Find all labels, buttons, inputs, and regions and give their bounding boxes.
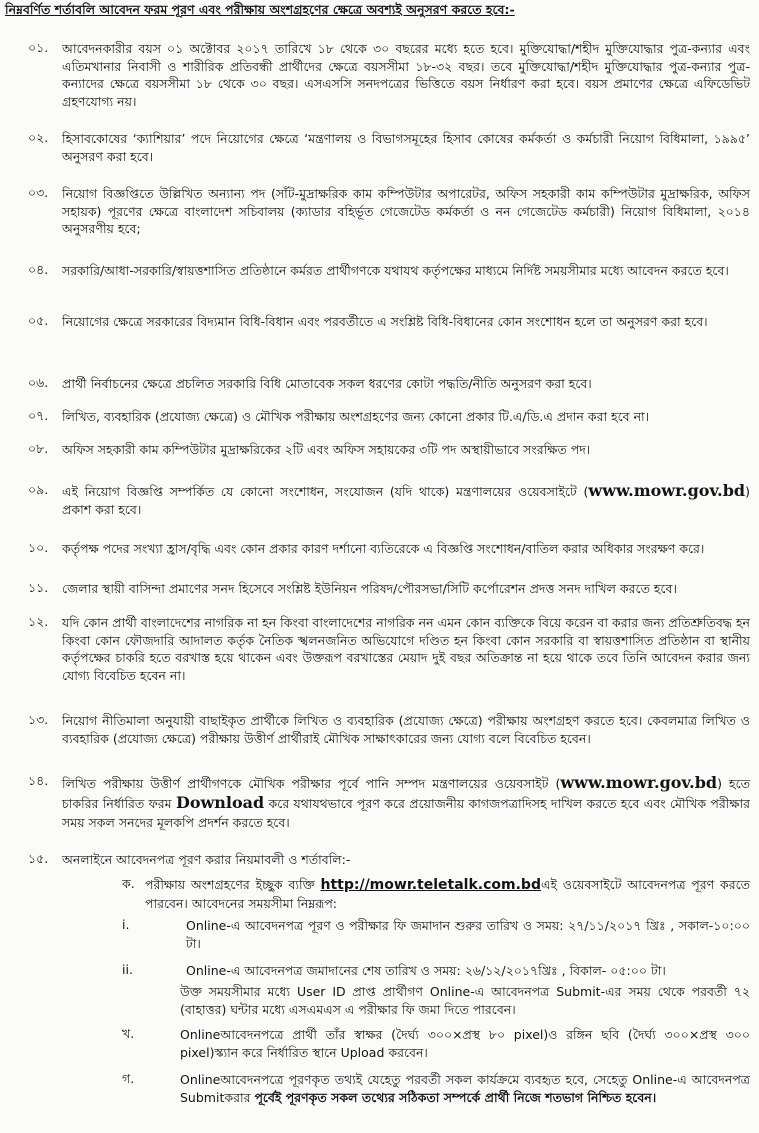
sub-text: Onlineআবেদনপত্রে প্রার্থী তাঁর স্বাক্ষর (দৈর্ঘ্য ৩০০×প্রস্থ ৮০ pixel)ও রঙ্গিন ছবি (দৈর্ঘ্য ৩০০×প্রস্থ ৩০০ pixel)স্ক্যান করে নির্ধারিত স্থানে Upload করবেন। xyxy=(180,1027,750,1060)
item-text: কর্তৃপক্ষ পদের সংখ্যা হ্রাস/বৃদ্ধি এবং কোন প্রকার কারণ দর্শানো ব্যতিরেকে এ বিজ্ঞপ্তি সংশোধন/বাতিল করার অধিকার সংরক্ষণ করে। xyxy=(62,541,705,556)
sub-text: Online-এ আবেদনপত্র পূরণ ও পরীক্ষার ফি জমাদান শুরুর তারিখ ও সময়: ২৭/১১/২০১৭ খ্রিঃ , সকাল-১০:০০ টা। xyxy=(186,918,750,951)
item-text: নিয়োগের ক্ষেত্রে সরকারের বিদ্যমান বিধি-বিধান এবং পরবর্তীতে এ সংশ্লিষ্ট বিধি-বিধানের কোন সংশোধন হলে তা অনুসরণ করা হবে। xyxy=(62,314,708,329)
item-number: ১০. xyxy=(28,540,49,555)
item-number: ০৮. xyxy=(28,441,49,456)
item-text-part: লিখিত পরীক্ষায় উত্তীর্ণ প্রার্থীগণকে মৌখিক পরীক্ষার পূর্বে পানি সম্পদ মন্ত্রণালয়ের ওয়েবসাইট ( xyxy=(62,776,561,791)
item-number: ১৩. xyxy=(28,712,49,727)
item-text: যদি কোন প্রার্থী বাংলাদেশের নাগরিক না হন কিংবা বাংলাদেশের নাগরিক নন এমন কোন ব্যক্তিকে বিয়ে করেন বা করার জন্য প্রতিশ্রুতিবদ্ধ হন কিংবা কোন ফৌজদারি আদালত কর্তৃক নৈতিক স্খলনজনিত অভিযোগে দণ্ডিত হন কিংবা কোন সরকারি বা স্বায়ত্তশাসিত প্রতিষ্ঠান বা স্থানীয় কর্তৃপক্ষের চাকরি হতে বরখাস্ত হয়ে থাকেন এবং উক্তরূপ বরখাস্তের মেয়াদ দুই বছর অতিক্রান্ত না হয়ে থাকে তবে তিনি আবেদন করার জন্য যোগ্য বিবেচিত হবেন না। xyxy=(62,615,750,683)
item-text: লিখিত, ব্যবহারিক (প্রযোজ্য ক্ষেত্রে) ও মৌখিক পরীক্ষায় অংশগ্রহণের জন্য কোনো প্রকার টি.এ/ডি.এ প্রদান করা হবে না। xyxy=(62,409,650,424)
website-link[interactable]: www.mowr.gov.bd xyxy=(560,773,718,792)
item-number: ০৯. xyxy=(28,482,49,497)
item-text: নিয়োগ নীতিমালা অনুযায়ী বাছাইকৃত প্রার্থীকে লিখিত ও ব্যবহারিক (প্রযোজ্য ক্ষেত্রে) পরীক্ষায় অংশগ্রহণ করতে হবে। কেবলমাত্র লিখিত ও ব্যবহারিক (প্রযোজ্য ক্ষেত্রে) পরীক্ষায় উত্তীর্ণ প্রার্থীরাই মৌখিক সাক্ষাৎকারের জন্য যোগ্য বলে বিবেচিত হবেন। xyxy=(62,713,750,746)
item-text: অনলাইনে আবেদনপত্র পূরণ করার নিয়মাবলী ও শর্তাবলি:- xyxy=(62,852,351,867)
sub-text-emphasis: পূর্বেই পূরণকৃত সকল তথ্যের সঠিকতা সম্পর্কে প্রার্থী নিজে শতভাগ নিশ্চিত হবেন। xyxy=(254,1089,657,1105)
item-text: হিসাবকোষের ‘ক্যাশিয়ার’ পদে নিয়োগের ক্ষেত্রে ‘মন্ত্রণালয় ও বিভাগসমূহের হিসাব কোষের কর্মকর্তা ও কর্মচারী নিয়োগ বিধিমালা, ১৯৯৫’ অনুসরণ করা হবে। xyxy=(62,131,750,164)
item-number: ০১. xyxy=(28,40,49,55)
item-text-part: ) প্রকাশ করা হবে। xyxy=(62,484,750,517)
sub-note: উক্ত সময়সীমার মধ্যে User ID প্রাপ্ত প্রার্থীগণ Online-এ আবেদনপত্র Submit-এর সময় থেকে পরবর্তী ৭২ (বাহাত্তর) ঘন্টার মধ্যে এসএমএস এ পরীক্ষার ফি জমা দিতে পারবেন। xyxy=(180,984,750,1017)
item-number: ০২. xyxy=(28,130,49,145)
sub-text: Online-এ আবেদনপত্র জমাদানের শেষ তারিখ ও সময়: ২৬/১২/২০১৭খ্রিঃ , বিকাল- ০৫:০০ টা। xyxy=(186,963,666,978)
sub-text xyxy=(145,876,750,912)
item-number: ১১. xyxy=(28,580,49,595)
item-text-part: করে যথাযথভাবে পূরণ করে প্রয়োজনীয় কাগজপত্রাদিসহ দাখিল করতে হবে এবং মৌখিক পরীক্ষার সময় সকল সনদের মূলকপি প্রদর্শন করতে হবে। xyxy=(62,796,750,830)
teletalk-link[interactable]: http://mowr.teletalk.com.bd xyxy=(320,877,541,893)
sub-marker: গ. xyxy=(122,1071,135,1086)
item-text: নিয়োগ বিজ্ঞপ্তিতে উল্লিখিত অন্যান্য পদ (সাঁট-মুদ্রাক্ষরিক কাম কম্পিউটার অপারেটর, অফিস সহকারী কাম কম্পিউটার মুদ্রাক্ষরিক, অফিস সহায়ক) পূরণের ক্ষেত্রে বাংলাদেশ সচিবালয় (ক্যাডার বহির্ভূত গেজেটেড কর্মকর্তা ও নন গেজেটেড কর্মচারী) নিয়োগ বিধিমালা, ২০১৪ অনুসরণীয় হবে; xyxy=(62,186,750,236)
item-text-part: এই নিয়োগ বিজ্ঞপ্তি সম্পর্কিত যে কোনো সংশোধন, সংযোজন (যদি থাকে) মন্ত্রণালয়ের ওয়েবসাইটে ( xyxy=(62,484,589,499)
item-text: জেলার স্থায়ী বাসিন্দা প্রমাণের সনদ হিসেবে সংশ্লিষ্ট ইউনিয়ন পরিষদ/পৌরসভা/সিটি কর্পোরেশন প্রদত্ত সনদ দাখিল করতে হবে। xyxy=(62,581,677,596)
item-number: ১২. xyxy=(28,614,49,629)
sub-marker: খ. xyxy=(122,1026,135,1041)
sub-text-part: Onlineআবেদনপত্রে পূরণকৃত তথ্যই যেহেতু পরবর্তী সকল কার্যক্রমে ব্যবহৃত হবে, সেহেতু Online-এ আবেদনপত্র Submitকরার xyxy=(180,1072,750,1105)
item-text-part: ) হতে চাকরির নির্ধারিত ফরম xyxy=(62,776,750,811)
item-number: ০৭. xyxy=(28,408,49,423)
sub-text xyxy=(180,1071,750,1106)
item-number: ০৪. xyxy=(28,262,49,277)
item-text: অফিস সহকারী কাম কম্পিউটার মুদ্রাক্ষরিকের ২টি এবং অফিস সহায়কের ৩টি পদ অস্থায়ীভাবে সংরক্ষিত পদ। xyxy=(62,442,591,457)
sub-marker: i. xyxy=(122,917,130,932)
sub-marker: ক. xyxy=(122,876,135,891)
download-label: Download xyxy=(175,793,265,812)
item-number: ০৫. xyxy=(28,313,49,328)
sub-marker: ii. xyxy=(122,962,133,977)
item-number: ১৪. xyxy=(28,773,49,788)
sub-text-part: পরীক্ষায় অংশগ্রহণের ইচ্ছুক ব্যক্তি xyxy=(145,877,321,892)
page-heading: নিম্নবর্ণিত শর্তাবলি আবেদন ফরম পূরণ এবং পরীক্ষায় অংশগ্রহণের ক্ষেত্রে অবশ্যই অনুসরণ করতে হবে:- xyxy=(5,2,515,17)
sub-text-part: এই ওয়েবসাইটে আবেদনপত্র পূরণ করতে পারবেন। আবেদনের সময়সীমা নিম্নরূপ: xyxy=(145,877,750,911)
website-link[interactable]: www.mowr.gov.bd xyxy=(588,481,746,500)
item-number: ১৫. xyxy=(28,851,49,866)
item-text: প্রার্থী নির্বাচনের ক্ষেত্রে প্রচলিত সরকারি বিধি মোতাবেক সকল ধরণের কোটা পদ্ধতি/নীতি অনুসরণ করা হবে। xyxy=(62,376,592,391)
item-text xyxy=(62,773,750,832)
item-text: আবেদনকারীর বয়স ০১ অক্টোবর ২০১৭ তারিখে ১৮ থেকে ৩০ বছরের মধ্যে হতে হবে। মুক্তিযোদ্ধা/শহীদ মুক্তিযোদ্ধার পুত্র-কন্যার এবং এতিমখানার নিবাসী ও শারীরিক প্রতিবন্ধী প্রার্থীদের ক্ষেত্রে বয়সসীমা ১৮-৩২ বছর। তবে মুক্তিযোদ্ধা/শহীদ মুক্তিযোদ্ধার পুত্র-কন্যার পুত্র-কন্যাদের ক্ষেত্রে বয়সসীমা ১৮ থেকে ৩০ বছর। এসএসসি সনদপত্রের ভিত্তিতে বয়স নির্ধারণ করা হবে। বয়স প্রমাণের ক্ষেত্রে এফিডেভিট গ্রহণযোগ্য নয়। xyxy=(62,41,750,109)
item-text xyxy=(62,482,750,518)
item-number: ০৬. xyxy=(28,375,49,390)
item-number: ০৩. xyxy=(28,185,49,200)
item-text: সরকারি/আধা-সরকারি/স্বায়ত্তশাসিত প্রতিষ্ঠানে কর্মরত প্রার্থীগণকে যথাযথ কর্তৃপক্ষের মাধ্যমে নির্দিষ্ট সময়সীমার মধ্যে আবেদন করতে হবে। xyxy=(62,263,729,278)
